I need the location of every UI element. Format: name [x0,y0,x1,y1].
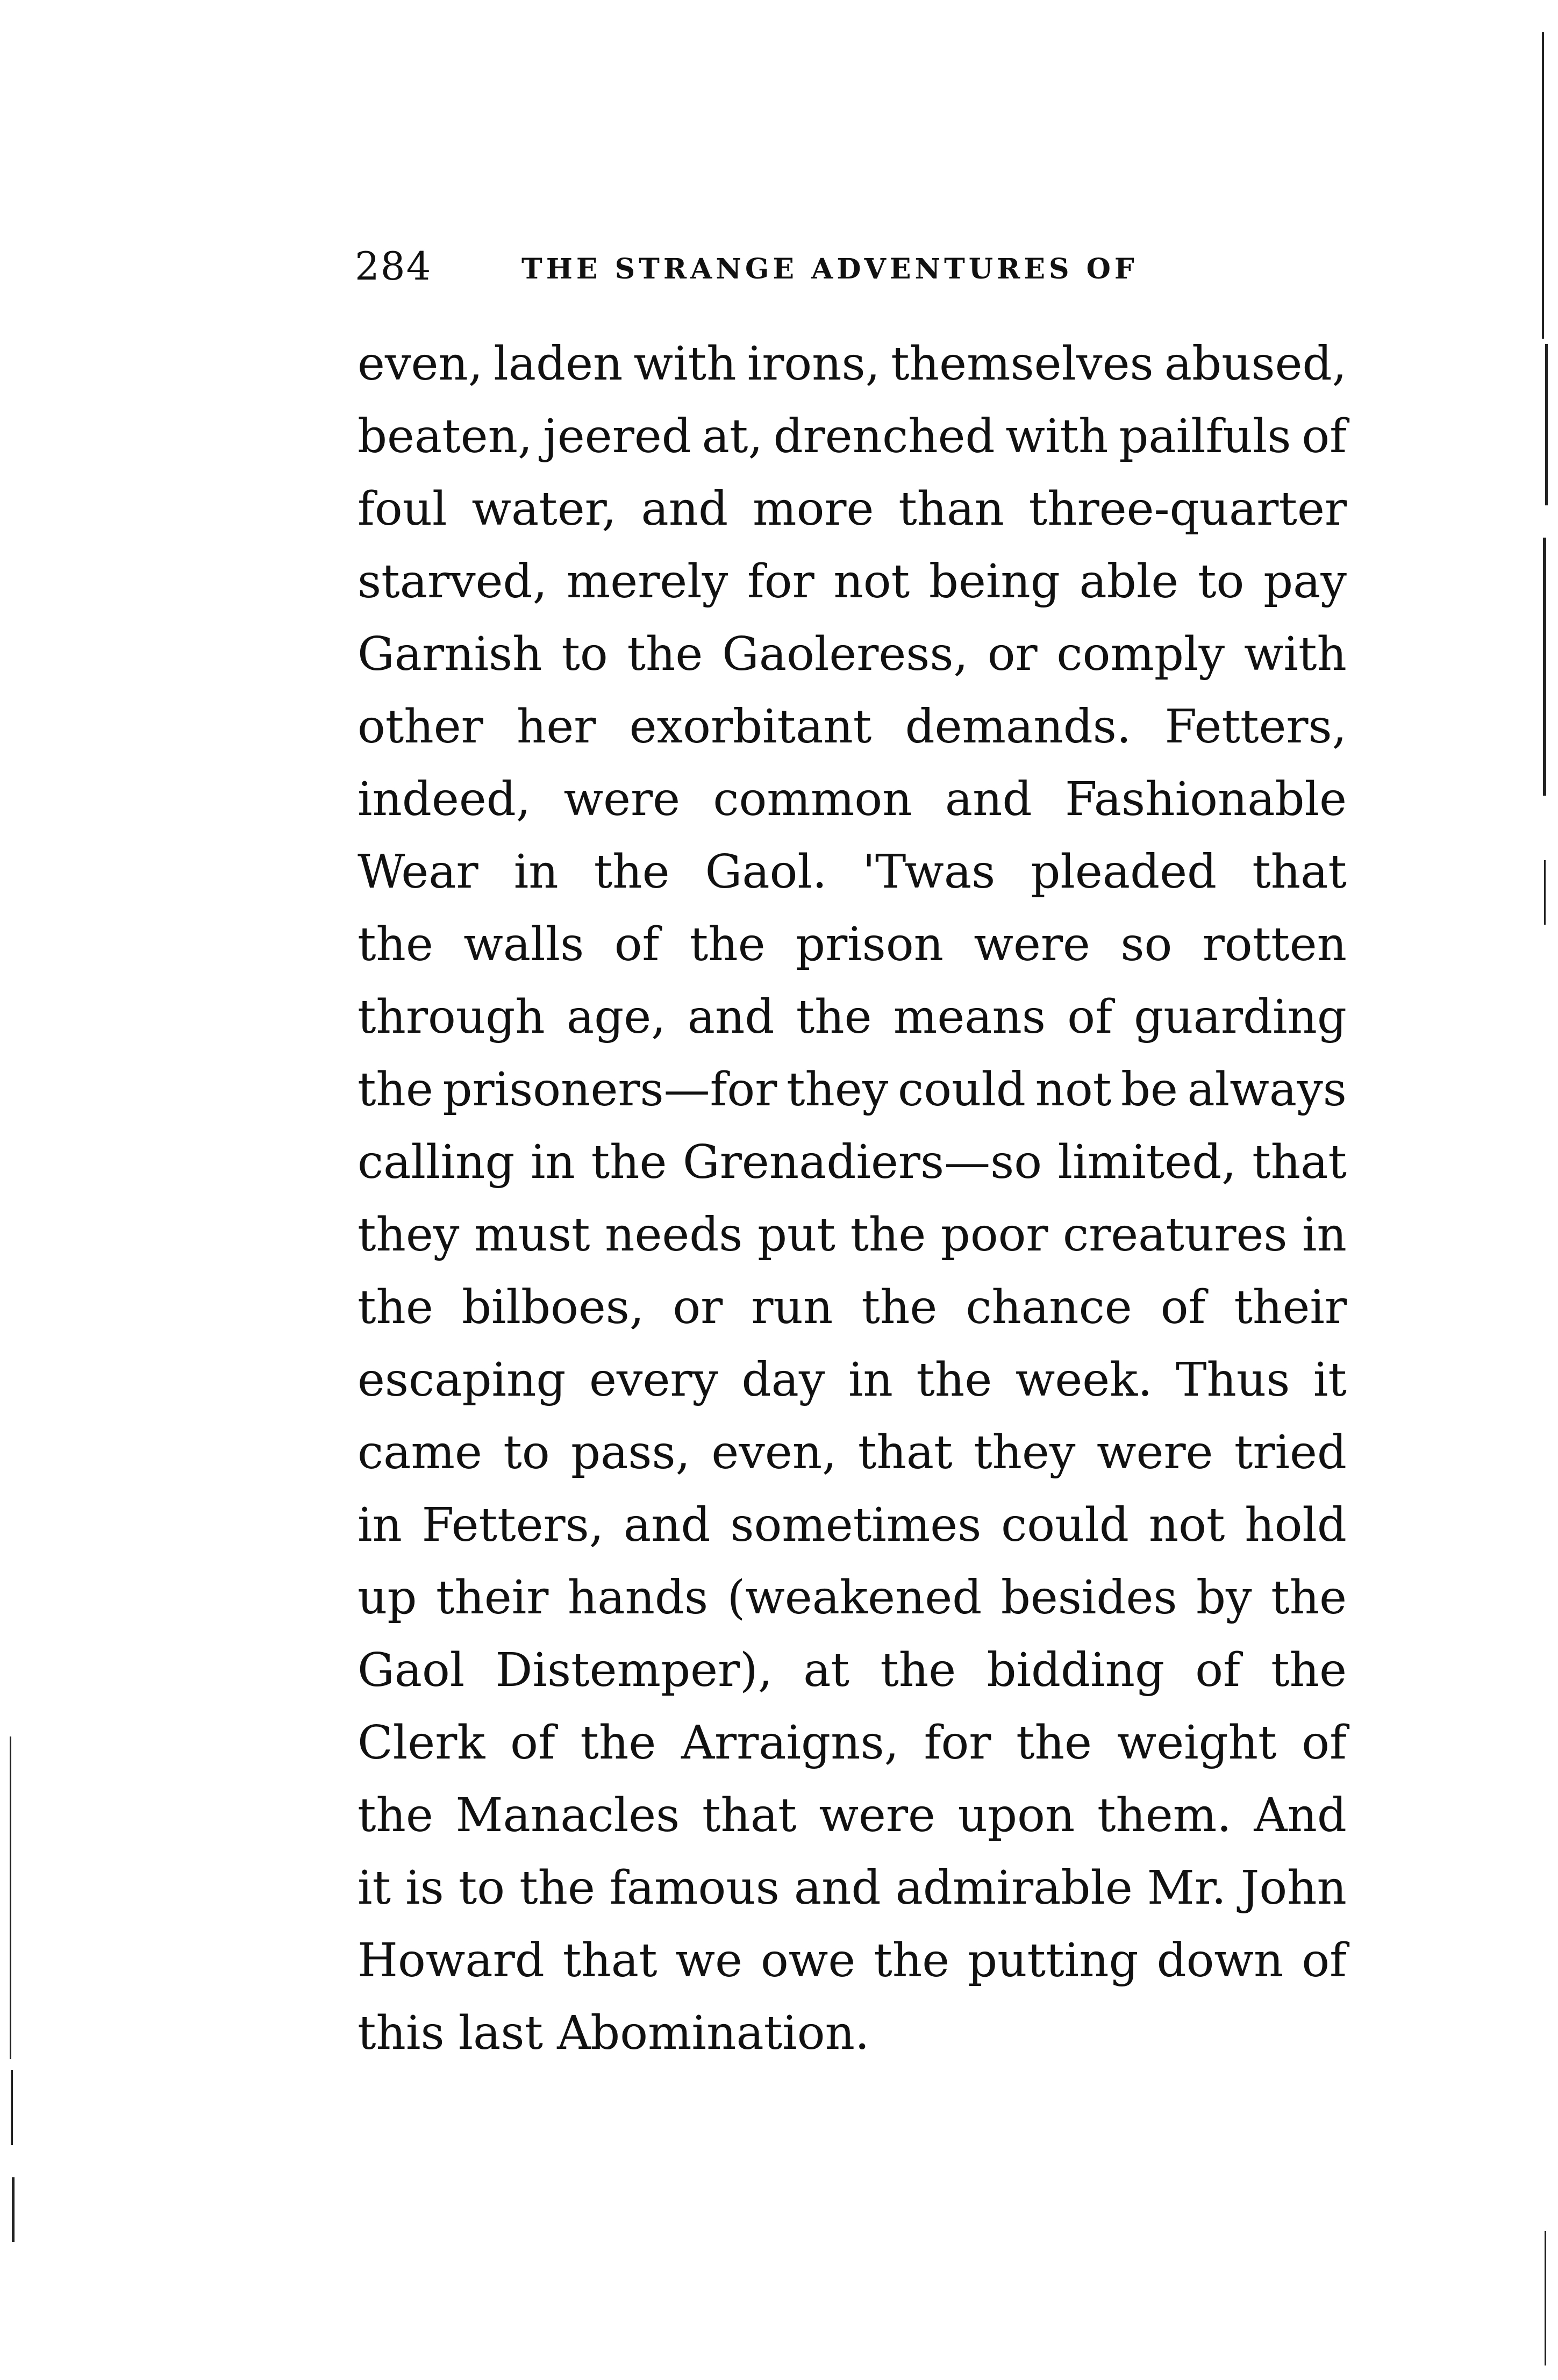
text-line: beaten, jeered at, drenched with pailfuls of [358,410,1347,463]
scan-edge-right-5 [1545,2231,1546,2365]
text-line: the bilboes, or run the chance of their [358,1281,1347,1334]
text-line: escaping every day in the week. Thus it [358,1353,1347,1407]
text-line: through age, and the means of guarding [358,990,1347,1044]
page-number: 284 [355,244,432,289]
scan-edge-right-3 [1543,538,1546,796]
scan-edge-right-1 [1542,32,1544,339]
text-line: other her exorbitant demands. Fetters, [358,700,1347,754]
text-line: came to pass, even, that they were tried [358,1426,1347,1480]
text-line: foul water, and more than three-quarter [358,482,1347,536]
text-line: Garnish to the Gaoleress, or comply with [358,627,1347,681]
scan-edge-left-3 [12,2177,15,2242]
text-line: they must needs put the poor creatures in [358,1208,1347,1262]
text-line: Wear in the Gaol. 'Twas pleaded that [358,845,1347,899]
scan-edge-left-2 [11,2070,13,2145]
body-text [358,328,1347,2070]
text-line: it is to the famous and admirable Mr. John [358,1861,1347,1915]
text-line: indeed, were common and Fashionable [358,773,1347,826]
text-line: in Fetters, and sometimes could not hold [358,1498,1347,1552]
text-line: the walls of the prison were so rotten [358,918,1347,971]
text-line: the prisoners—for they could not be always [358,1063,1347,1117]
scan-edge-right-2 [1545,344,1548,505]
text-line: the Manacles that were upon them. And [358,1789,1347,1842]
text-line: Gaol Distemper), at the bidding of the [358,1643,1347,1697]
scan-edge-right-4 [1544,860,1546,925]
text-line: up their hands (weakened besides by the [358,1571,1347,1625]
text-line: calling in the Grenadiers—so limited, that [358,1135,1347,1189]
running-title: THE STRANGE ADVENTURES OF [521,253,1138,285]
scan-edge-left-1 [10,1736,11,2059]
text-line: Clerk of the Arraigns, for the weight of [358,1716,1347,1770]
text-line: this last Abomination. [358,2006,870,2060]
text-line: starved, merely for not being able to pay [358,555,1347,609]
text-line: even, laden with irons, themselves abused, [358,337,1347,391]
text-line: Howard that we owe the putting down of [358,1934,1347,1988]
running-head [355,237,1344,296]
